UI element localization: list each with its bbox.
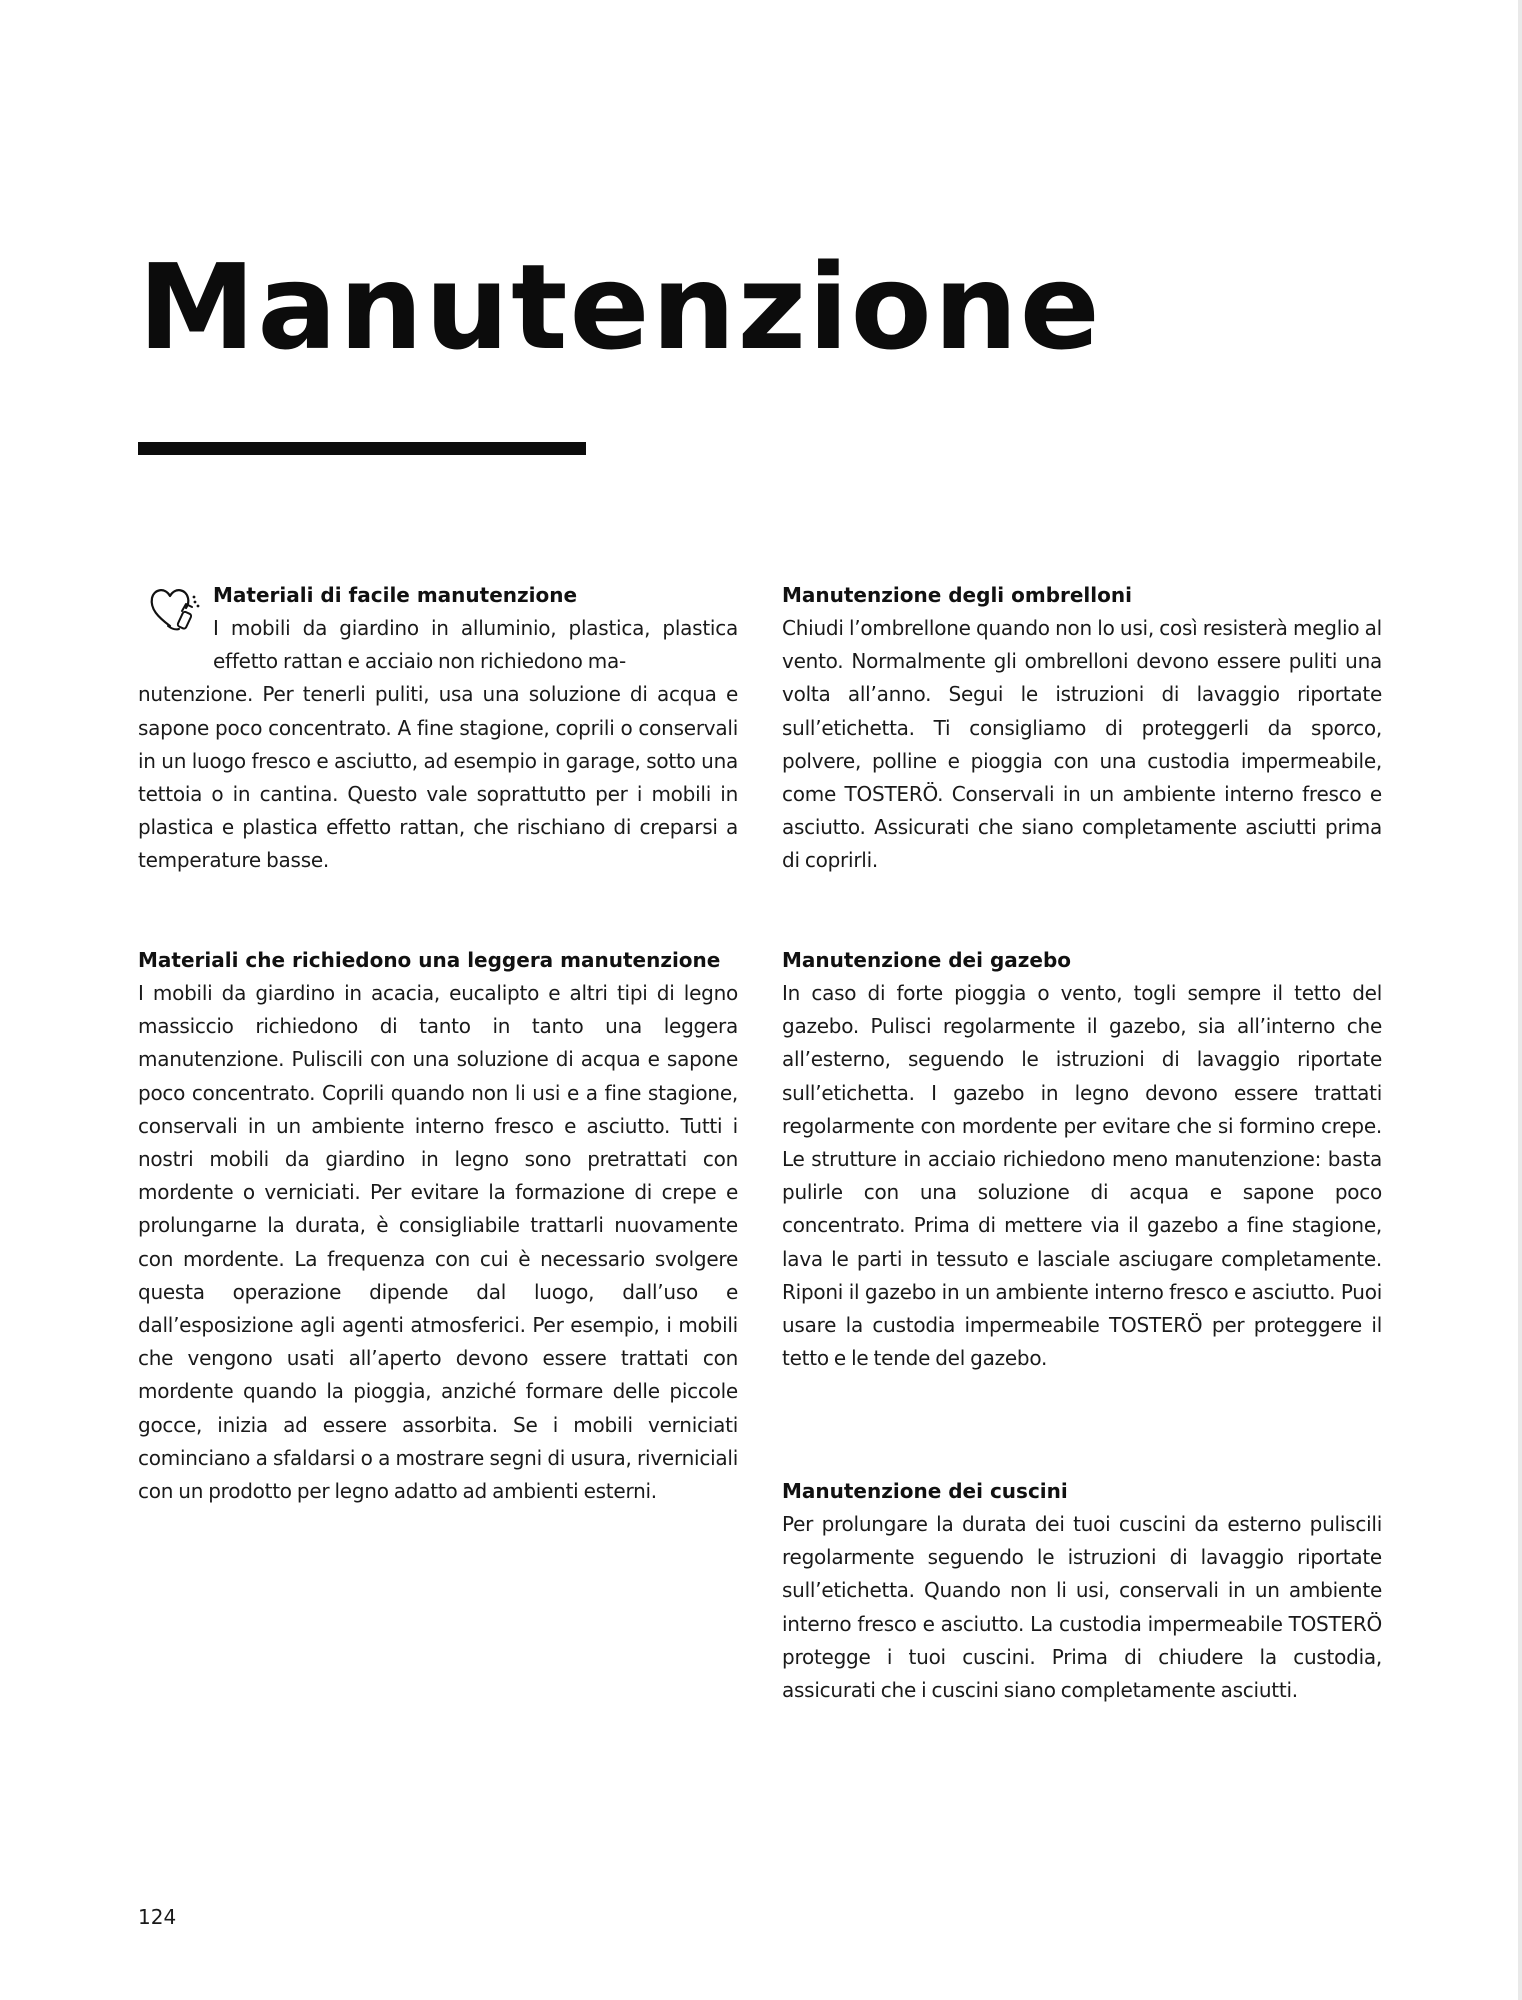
section-leggera-manutenzione [138,944,738,1508]
section-facile-manutenzione [138,579,738,878]
section-heading: Manutenzione dei cuscini [782,1479,1068,1503]
page-number: 124 [138,1905,177,1929]
section-body-text: Per prolungare la durata dei tuoi cuscini da esterno puliscili regolarmente seguendo le istruzioni di lavaggio riportate sull’etichetta. Quando non li usi, conservali in un ambiente interno fresco e asciutto. La custodia impermeabile TOSTERÖ protegge i tuoi cuscini. Prima di chiudere la custodia, assicurati che i cuscini siano completamente asciutti. [782,1512,1382,1703]
indented-intro [213,579,738,678]
section-body-text: In caso di forte pioggia o vento, togli sempre il tetto del gazebo. Pulisci regolarmente il gazebo, sia all’interno che all’esterno, seguendo le istruzioni di lavaggio riportate sull’etichetta. I gazebo in legno devono essere trattati regolarmente con mordente per evitare che si formino crepe. Le strutture in acciaio richiedono meno manutenzione: basta pulirle con una soluzione di acqua e sapone poco concentrato. Prima di mettere via il gazebo a fine stagione, lava le parti in tessuto e lasciale asciugare completamente. Riponi il gazebo in un ambiente interno fresco e asciutto. Puoi usare la custodia impermeabile TOSTERÖ per proteggere il tetto e le tende del gazebo. [782,981,1382,1371]
section-intro-text: I mobili da giardino in alluminio, plastica, plastica effetto rattan e acciaio non richiedono ma- [213,616,738,674]
section-ombrelloni [782,579,1382,878]
section-body-text: Chiudi l’ombrellone quando non lo usi, così resisterà meglio al vento. Normalmente gli ombrelloni devono essere puliti una volta all’anno. Segui le istruzioni di lavaggio riportate sull’etichetta. Ti consigliamo di proteggerli da sporco, polvere, polline e pioggia con una custodia impermeabile, come TOSTERÖ. Conservali in un ambiente interno fresco e asciutto. Assicurati che siano completamente asciutti prima di coprirli. [782,616,1382,873]
section-body-text: nutenzione. Per tenerli puliti, usa una soluzione di acqua e sapone poco concentrato. A fine stagione, coprili o conservali in un luogo fresco e asciutto, ad esempio in garage, sotto una tettoia o in cantina. Questo vale soprattutto per i mobili in plastica e plastica effetto rattan, che rischiano di creparsi a temperature basse. [138,682,738,873]
section-gazebo [782,944,1382,1375]
section-body-text: I mobili da giardino in acacia, eucalipto e altri tipi di legno massiccio richiedono di tanto in tanto una leggera manutenzione. Puliscili con una soluzione di acqua e sapone poco concentrato. Coprili quando non li usi e a fine stagione, conservali in un ambiente interno fresco e asciutto. Tutti i nostri mobili da giardino in legno sono pretrattati con mordente o verniciati. Per evitare la formazione di crepe e prolungarne la durata, è consigliabile trattarli nuovamente con mordente. La frequenza con cui è necessario svolgere questa operazione dipende dal luogo, dall’uso e dall’esposizione agli agenti atmosferici. Per esempio, i mobili che vengono usati all’aperto devono essere trattati con mordente quando la pioggia, anziché formare delle piccole gocce, inizia ad essere assorbita. Se i mobili verniciati cominciano a sfaldarsi o a mostrare segni di usura, riverniciali con un prodotto per legno adatto ad ambienti esterni. [138,981,738,1504]
page-title: Manutenzione [138,238,1102,376]
page-edge-shadow [1518,0,1522,2000]
title-underline [138,442,586,455]
section-heading: Manutenzione dei gazebo [782,948,1072,972]
section-cuscini [782,1475,1382,1707]
section-heading: Materiali che richiedono una leggera manutenzione [138,948,721,972]
section-heading: Manutenzione degli ombrelloni [782,583,1132,607]
section-heading: Materiali di facile manutenzione [213,583,578,607]
